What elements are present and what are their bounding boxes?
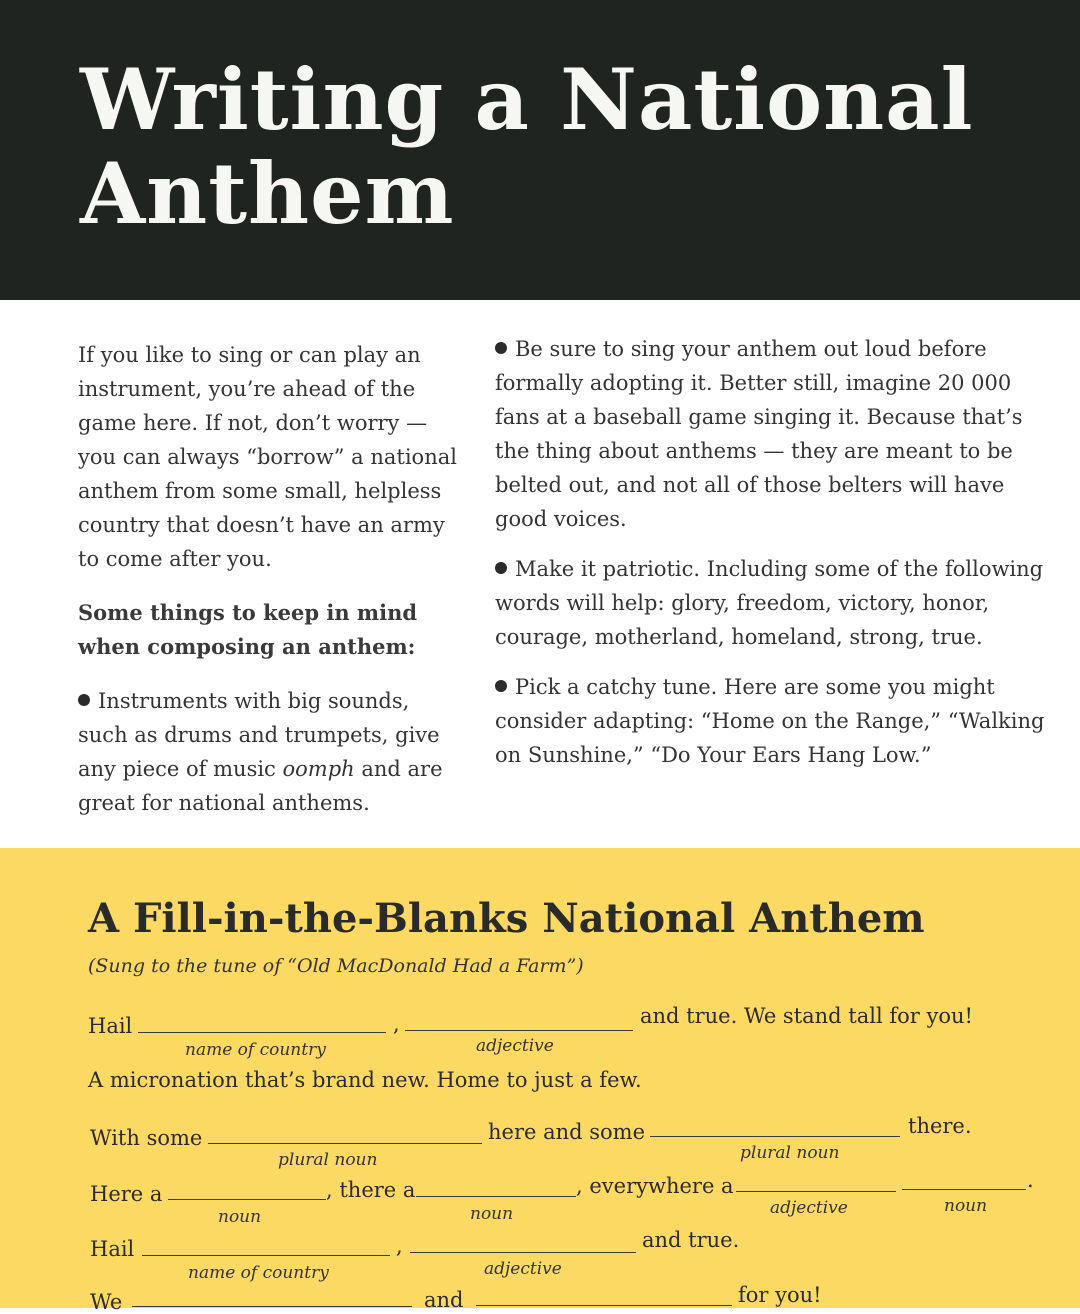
page-title-line-1: Writing a National [80,50,974,149]
lyric-word: , there a [326,1178,416,1202]
left-column [78,338,458,836]
tip-text: Instruments with big sounds, such as drums and trumpets, give any piece of music [78,689,440,781]
tip-sing-out-loud [495,332,1045,536]
tip-catchy-tune [495,670,1045,772]
blank-hint: plural noun [278,1150,378,1170]
tip-emphasis: oomph [282,757,355,781]
lyric-word: and true. [642,1228,740,1252]
blank-hint: name of country [188,1263,329,1283]
lyric-period: . [1027,1168,1034,1192]
lyric-comma: , [396,1234,403,1258]
tip-text: and are great for national anthems. [78,757,443,815]
bullet-icon [78,694,90,706]
blank-hint: noun [944,1196,988,1216]
intro-paragraph: If you like to sing or can play an instrument, you’re ahead of the game here. If not, don’t worry — you can always “borrow” a national anthem from some small, helpless country that doesn’t have an army to come after you. [78,343,457,571]
title-banner [0,0,1080,300]
blank-hint: noun [218,1207,262,1227]
blank-country[interactable] [138,1032,386,1033]
blank-hint: adjective [476,1036,554,1056]
lyric-comma: , [393,1012,400,1036]
blank-noun[interactable] [416,1196,576,1197]
tip-patriotic [495,552,1045,654]
bullet-icon [495,342,507,354]
tips-heading: Some things to keep in mind when composing an anthem: [78,600,418,659]
lyric-line: A micronation that’s brand new. Home to just a few. [88,1068,642,1092]
tip-instruments [78,684,458,820]
fill-in-subtitle: (Sung to the tune of “Old MacDonald Had a Farm”) [88,955,584,977]
fill-in-title: A Fill-in-the-Blanks National Anthem [88,895,925,942]
blank-hint: plural noun [740,1143,840,1163]
blank-noun[interactable] [168,1199,326,1200]
blank-hint: adjective [484,1259,562,1279]
blank-adjective[interactable] [736,1191,896,1192]
bullet-icon [495,562,507,574]
lyric-word: Here a [90,1182,163,1206]
lyric-word: We [90,1290,123,1314]
page-title-line-2: Anthem [80,144,455,243]
lyric-word: and [424,1288,464,1312]
blank-adjective[interactable] [405,1030,633,1031]
lyric-word: With some [90,1126,203,1150]
lyric-word: there. [908,1114,972,1138]
blank-hint: noun [470,1204,514,1224]
blank-hint: adjective [770,1198,848,1218]
blank-adjective[interactable] [410,1252,636,1253]
bullet-icon [495,680,507,692]
tip-text: Make it patriotic. Including some of the following words will help: glory, freedom, victory, honor, courage, motherland, homeland, strong, true. [495,557,1044,649]
lyric-word: Hail [88,1014,133,1038]
right-column [495,332,1045,788]
blank-plural-noun[interactable] [208,1143,482,1144]
lyric-word: , everywhere a [576,1174,734,1198]
lyric-word: for you! [738,1283,822,1307]
lyric-word: Hail [90,1237,135,1261]
blank-hint: name of country [185,1040,326,1060]
blank-verb[interactable] [132,1306,412,1307]
lyric-word: and true. We stand tall for you! [640,1004,973,1028]
blank-verb[interactable] [476,1305,732,1306]
blank-plural-noun[interactable] [650,1136,900,1137]
lyric-word: here and some [488,1120,646,1144]
blank-country[interactable] [142,1255,390,1256]
blank-noun[interactable] [902,1189,1026,1190]
tip-text: Pick a catchy tune. Here are some you might consider adapting: “Home on the Range,” “Walking on Sunshine,” “Do Your Ears Hang Low.” [495,675,1045,767]
tip-text: Be sure to sing your anthem out loud before formally adopting it. Better still, imagine 20 000 fans at a baseball game singing it. Because that’s the thing about anthems — they are meant to be belted out, and not all of those belters will have good voices. [495,337,1023,531]
